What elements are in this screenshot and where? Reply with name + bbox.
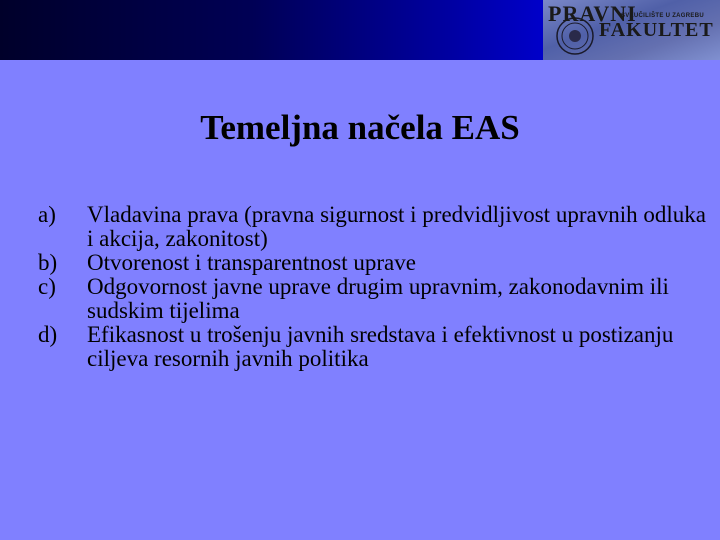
list-item-text: Otvorenost i transparentnost uprave	[87, 250, 416, 275]
logo-line-1: PRAVNI	[548, 1, 637, 26]
slide-title: Temeljna načela EAS	[200, 108, 520, 147]
list-item-text: Efikasnost u trošenju javnih sredstava i efektivnost u postizanju ciljeva resornih javnih politika	[87, 322, 674, 371]
list-item	[38, 275, 718, 323]
list-marker: c)	[38, 274, 56, 299]
list-item	[38, 251, 718, 275]
list-item-text: Odgovornost javne uprave drugim upravnim, zakonodavnim ili sudskim tijelima	[87, 274, 669, 323]
list-marker: a)	[38, 202, 56, 227]
list-marker: b)	[38, 250, 58, 275]
principles-list	[38, 203, 718, 371]
list-item	[38, 203, 718, 251]
logo-subline: SVEUČILIŠTE U ZAGREBU	[621, 13, 704, 19]
logo-line-2: FAKULTET	[599, 19, 714, 41]
list-item-text: Vladavina prava (pravna sigurnost i predvidljivost upravnih odluka i akcija, zakonitost)	[87, 202, 706, 251]
list-item	[38, 323, 718, 371]
list-marker: d)	[38, 322, 58, 347]
faculty-logo	[543, 0, 720, 60]
